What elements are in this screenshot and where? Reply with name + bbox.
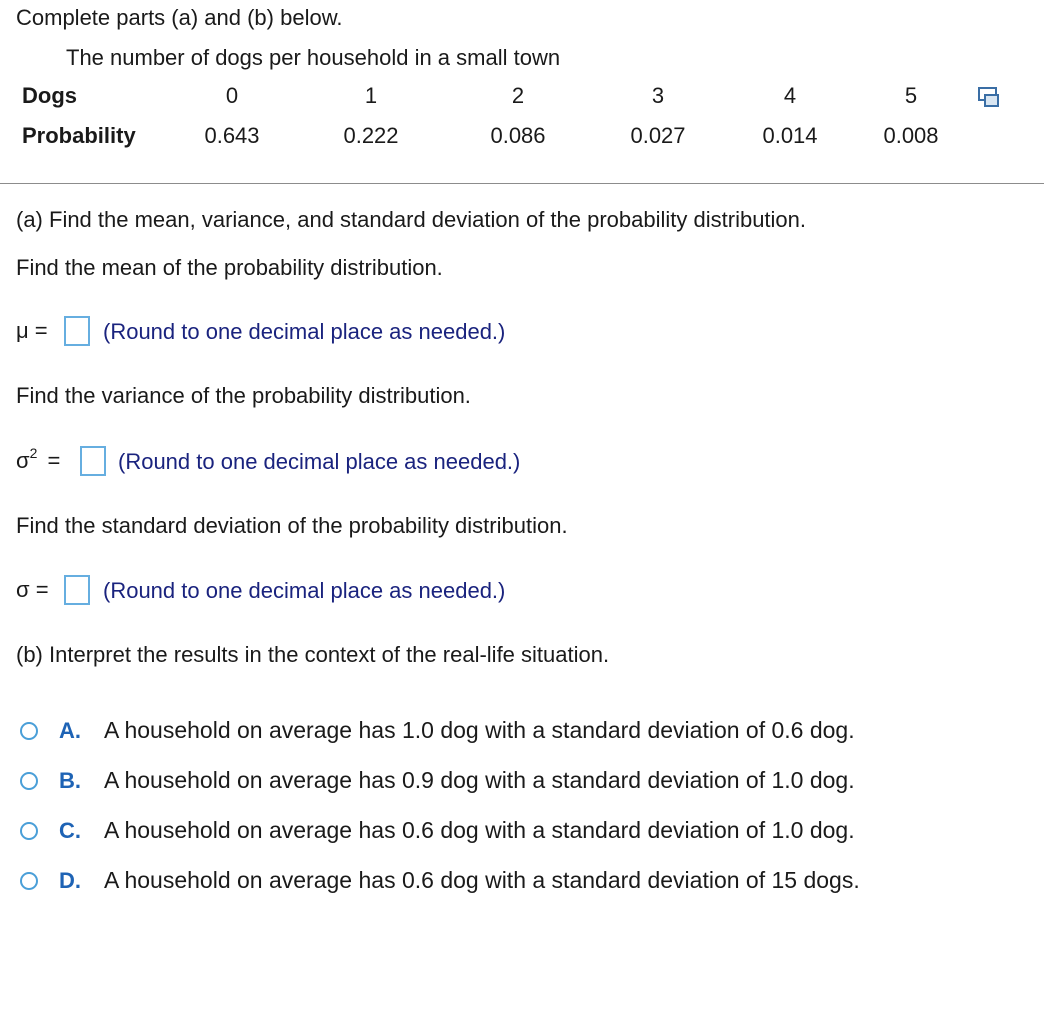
instruction-text: Complete parts (a) and (b) below. xyxy=(16,5,343,30)
dogs-cell: 1 xyxy=(364,83,378,108)
option-text: A household on average has 0.9 dog with a standard deviation of 1.0 dog. xyxy=(104,767,855,793)
mean-round-hint: (Round to one decimal place as needed.) xyxy=(103,319,506,344)
radio-d[interactable] xyxy=(20,872,38,890)
sd-label: σ = xyxy=(16,577,49,602)
probability-cell: 0.222 xyxy=(343,123,399,148)
option-text: A household on average has 0.6 dog with a standard deviation of 15 dogs. xyxy=(104,867,860,893)
part-b-heading: (b) Interpret the results in the context of the real-life situation. xyxy=(16,642,610,667)
variance-input[interactable] xyxy=(80,446,106,476)
dogs-cell: 3 xyxy=(651,83,665,108)
probability-cell: 0.014 xyxy=(762,123,818,148)
probability-cell: 0.008 xyxy=(883,123,939,148)
sd-input[interactable] xyxy=(64,575,90,605)
probability-cell: 0.027 xyxy=(630,123,686,148)
part-a-heading: (a) Find the mean, variance, and standard deviation of the probability distribution. xyxy=(16,207,807,232)
dogs-cell: 2 xyxy=(511,83,525,108)
mean-input[interactable] xyxy=(64,316,90,346)
table-title: The number of dogs per household in a small town xyxy=(66,45,561,70)
option-letter: A. xyxy=(59,718,81,743)
probability-cell: 0.643 xyxy=(204,123,260,148)
row-label-dogs: Dogs xyxy=(22,83,77,108)
sd-round-hint: (Round to one decimal place as needed.) xyxy=(103,578,506,603)
sigma-symbol: σ xyxy=(16,448,30,473)
dogs-cell: 0 xyxy=(225,83,239,108)
radio-c[interactable] xyxy=(20,822,38,840)
variance-prompt: Find the variance of the probability distribution. xyxy=(16,383,471,408)
copy-icon[interactable] xyxy=(978,86,1002,108)
dogs-cell: 5 xyxy=(904,83,918,108)
variance-round-hint: (Round to one decimal place as needed.) xyxy=(118,449,521,474)
option-letter: C. xyxy=(59,818,81,843)
mean-label: μ = xyxy=(16,318,48,343)
radio-a[interactable] xyxy=(20,722,38,740)
option-letter: B. xyxy=(59,768,81,793)
variance-label xyxy=(16,445,61,474)
dogs-cell: 4 xyxy=(783,83,797,108)
row-label-probability: Probability xyxy=(22,123,136,148)
radio-b[interactable] xyxy=(20,772,38,790)
probability-cell: 0.086 xyxy=(490,123,546,148)
variance-exponent: 2 xyxy=(29,445,38,461)
mean-prompt: Find the mean of the probability distribution. xyxy=(16,255,443,280)
option-letter: D. xyxy=(59,868,81,893)
section-divider xyxy=(0,183,1044,184)
sd-prompt: Find the standard deviation of the probability distribution. xyxy=(16,513,568,538)
option-text: A household on average has 1.0 dog with a standard deviation of 0.6 dog. xyxy=(104,717,855,743)
variance-equals: = xyxy=(47,448,61,473)
option-text: A household on average has 0.6 dog with a standard deviation of 1.0 dog. xyxy=(104,817,855,843)
